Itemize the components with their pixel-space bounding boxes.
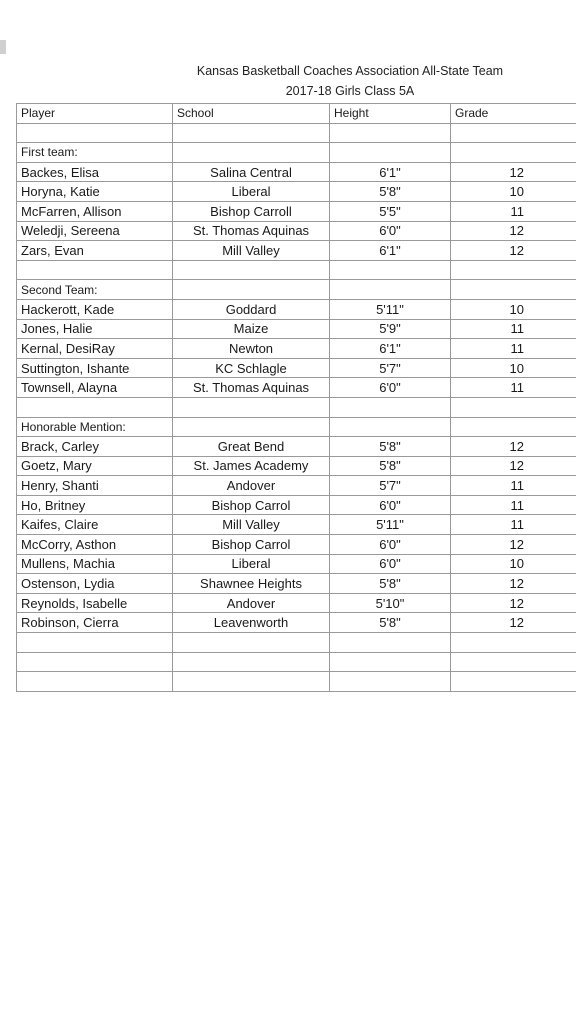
header-grade: Grade: [451, 104, 576, 124]
empty-cell: [173, 652, 330, 672]
blank-row: [17, 260, 576, 280]
player-grade: 10: [451, 182, 576, 202]
school-name: Great Bend: [173, 437, 330, 457]
empty-cell: [173, 143, 330, 163]
scan-margin-mark: [0, 40, 6, 54]
player-name: Kaifes, Claire: [17, 515, 173, 535]
school-name: Bishop Carrol: [173, 535, 330, 555]
player-height: 6'1": [330, 339, 451, 359]
header-height: Height: [330, 104, 451, 124]
empty-cell: [451, 260, 576, 280]
player-height: 6'0": [330, 495, 451, 515]
empty-cell: [330, 123, 451, 143]
school-name: Goddard: [173, 299, 330, 319]
player-height: 5'7": [330, 358, 451, 378]
table-row: [17, 515, 576, 535]
player-name: Brack, Carley: [17, 437, 173, 457]
table-row: [17, 437, 576, 457]
table-row: [17, 358, 576, 378]
empty-cell: [17, 633, 173, 653]
empty-cell: [451, 672, 576, 692]
empty-cell: [451, 123, 576, 143]
player-name: Horyna, Katie: [17, 182, 173, 202]
empty-cell: [451, 417, 576, 437]
player-name: Jones, Halie: [17, 319, 173, 339]
player-grade: 11: [451, 515, 576, 535]
school-name: Mill Valley: [173, 241, 330, 261]
player-name: McFarren, Allison: [17, 201, 173, 221]
table-body: [17, 104, 576, 692]
empty-cell: [451, 652, 576, 672]
player-grade: 11: [451, 319, 576, 339]
empty-cell: [173, 260, 330, 280]
section-label: Honorable Mention:: [17, 417, 173, 437]
player-name: Backes, Elisa: [17, 162, 173, 182]
table-row: [17, 221, 576, 241]
player-name: Reynolds, Isabelle: [17, 593, 173, 613]
table-row: [17, 554, 576, 574]
empty-cell: [330, 397, 451, 417]
table-row: [17, 339, 576, 359]
player-grade: 12: [451, 221, 576, 241]
player-grade: 11: [451, 201, 576, 221]
table-row: [17, 456, 576, 476]
empty-cell: [330, 652, 451, 672]
player-height: 6'1": [330, 162, 451, 182]
player-grade: 12: [451, 241, 576, 261]
empty-cell: [451, 633, 576, 653]
player-height: 6'0": [330, 535, 451, 555]
player-height: 5'11": [330, 515, 451, 535]
player-name: Ho, Britney: [17, 495, 173, 515]
player-grade: 10: [451, 358, 576, 378]
player-grade: 11: [451, 495, 576, 515]
player-height: 5'11": [330, 299, 451, 319]
player-grade: 12: [451, 613, 576, 633]
player-grade: 12: [451, 593, 576, 613]
section-label: First team:: [17, 143, 173, 163]
table-row: [17, 476, 576, 496]
player-height: 5'8": [330, 613, 451, 633]
player-grade: 12: [451, 162, 576, 182]
header-player: Player: [17, 104, 173, 124]
empty-cell: [451, 143, 576, 163]
player-name: Suttington, Ishante: [17, 358, 173, 378]
school-name: Bishop Carrol: [173, 495, 330, 515]
player-name: Hackerott, Kade: [17, 299, 173, 319]
player-height: 6'0": [330, 554, 451, 574]
school-name: Liberal: [173, 554, 330, 574]
empty-cell: [173, 417, 330, 437]
table-row: [17, 613, 576, 633]
player-height: 5'8": [330, 182, 451, 202]
table-row: [17, 241, 576, 261]
document-subtitle: 2017-18 Girls Class 5A: [285, 84, 415, 98]
table-row: [17, 593, 576, 613]
player-grade: 10: [451, 299, 576, 319]
player-name: Goetz, Mary: [17, 456, 173, 476]
table-row: [17, 535, 576, 555]
player-height: 6'0": [330, 378, 451, 398]
empty-cell: [17, 397, 173, 417]
empty-cell: [451, 280, 576, 300]
empty-cell: [330, 280, 451, 300]
player-height: 5'8": [330, 574, 451, 594]
all-state-table: [16, 103, 576, 692]
school-name: KC Schlagle: [173, 358, 330, 378]
school-name: Shawnee Heights: [173, 574, 330, 594]
header-row: [17, 104, 576, 124]
player-grade: 11: [451, 476, 576, 496]
player-name: Mullens, Machia: [17, 554, 173, 574]
blank-row: [17, 633, 576, 653]
table-row: [17, 574, 576, 594]
player-grade: 12: [451, 574, 576, 594]
school-name: Andover: [173, 476, 330, 496]
empty-cell: [173, 280, 330, 300]
blank-row: [17, 397, 576, 417]
player-height: 5'5": [330, 201, 451, 221]
school-name: Andover: [173, 593, 330, 613]
player-height: 6'1": [330, 241, 451, 261]
player-grade: 10: [451, 554, 576, 574]
player-name: Zars, Evan: [17, 241, 173, 261]
player-grade: 11: [451, 378, 576, 398]
empty-cell: [330, 633, 451, 653]
empty-cell: [330, 260, 451, 280]
blank-row: [17, 652, 576, 672]
table-row: [17, 299, 576, 319]
player-height: 5'8": [330, 437, 451, 457]
player-name: Robinson, Cierra: [17, 613, 173, 633]
document-title: Kansas Basketball Coaches Association All-State Team: [196, 64, 504, 78]
player-grade: 11: [451, 339, 576, 359]
player-height: 6'0": [330, 221, 451, 241]
player-name: Kernal, DesiRay: [17, 339, 173, 359]
table-row: [17, 378, 576, 398]
school-name: Bishop Carroll: [173, 201, 330, 221]
player-name: Ostenson, Lydia: [17, 574, 173, 594]
empty-cell: [17, 260, 173, 280]
player-name: Henry, Shanti: [17, 476, 173, 496]
school-name: Newton: [173, 339, 330, 359]
table-row: [17, 162, 576, 182]
empty-cell: [17, 652, 173, 672]
blank-row: [17, 672, 576, 692]
empty-cell: [173, 397, 330, 417]
school-name: Mill Valley: [173, 515, 330, 535]
table-row: [17, 495, 576, 515]
empty-cell: [451, 397, 576, 417]
section-row: [17, 280, 576, 300]
school-name: Salina Central: [173, 162, 330, 182]
table-row: [17, 319, 576, 339]
empty-cell: [17, 123, 173, 143]
empty-cell: [330, 672, 451, 692]
school-name: St. James Academy: [173, 456, 330, 476]
empty-cell: [330, 143, 451, 163]
player-grade: 12: [451, 535, 576, 555]
blank-row: [17, 123, 576, 143]
player-height: 5'7": [330, 476, 451, 496]
section-row: [17, 143, 576, 163]
empty-cell: [330, 417, 451, 437]
header-school: School: [173, 104, 330, 124]
empty-cell: [173, 672, 330, 692]
player-grade: 12: [451, 437, 576, 457]
empty-cell: [173, 633, 330, 653]
player-height: 5'9": [330, 319, 451, 339]
school-name: Leavenworth: [173, 613, 330, 633]
school-name: St. Thomas Aquinas: [173, 221, 330, 241]
section-label: Second Team:: [17, 280, 173, 300]
empty-cell: [173, 123, 330, 143]
player-height: 5'10": [330, 593, 451, 613]
player-grade: 12: [451, 456, 576, 476]
empty-cell: [17, 672, 173, 692]
section-row: [17, 417, 576, 437]
player-height: 5'8": [330, 456, 451, 476]
school-name: St. Thomas Aquinas: [173, 378, 330, 398]
table-row: [17, 182, 576, 202]
school-name: Liberal: [173, 182, 330, 202]
player-name: McCorry, Asthon: [17, 535, 173, 555]
table-row: [17, 201, 576, 221]
player-name: Weledji, Sereena: [17, 221, 173, 241]
player-name: Townsell, Alayna: [17, 378, 173, 398]
school-name: Maize: [173, 319, 330, 339]
